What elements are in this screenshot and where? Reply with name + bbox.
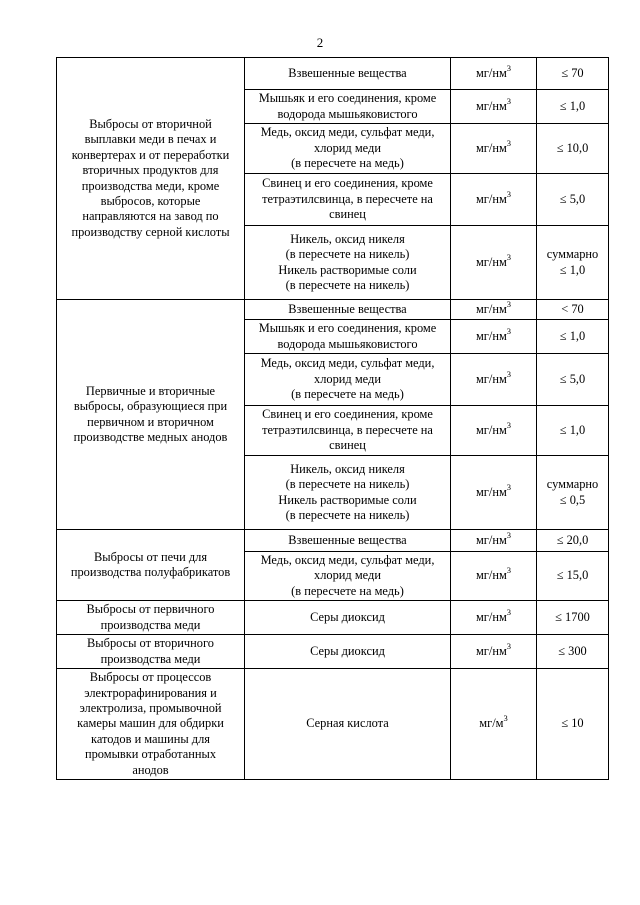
unit-cell	[451, 406, 537, 456]
unit-cell	[451, 58, 537, 90]
unit-exponent: 3	[506, 641, 512, 652]
table-row	[57, 669, 609, 780]
text-line: производства меди, кроме	[81, 178, 220, 193]
text-line: выбросов, которые	[100, 193, 201, 208]
unit-exponent: 3	[506, 368, 512, 379]
unit-base: мг/нм	[475, 568, 507, 583]
text-line: Серы диоксид	[310, 610, 385, 625]
text-line: ≤ 1,0	[559, 262, 586, 277]
unit-exponent: 3	[506, 529, 512, 540]
table-row	[57, 58, 609, 90]
emission-source-cell	[57, 635, 245, 669]
unit-base: мг/нм	[475, 140, 507, 155]
limit-value-cell	[537, 552, 609, 601]
text-line: Свинец и его соединения, кроме	[262, 176, 433, 191]
text-line: хлорид меди	[314, 371, 381, 386]
limit-value-cell	[537, 669, 609, 780]
text-line: Медь, оксид меди, сульфат меди,	[260, 356, 435, 371]
text-line: тетраэтилсвинца, в пересчете на	[262, 191, 433, 206]
table-row	[57, 300, 609, 320]
unit-exponent: 3	[506, 188, 512, 199]
pollutant-cell	[245, 320, 451, 354]
text-line: ≤ 1,0	[559, 422, 586, 437]
text-line: Серная кислота	[306, 716, 389, 731]
unit-cell	[451, 635, 537, 669]
text-line: ≤ 1700	[555, 610, 590, 625]
unit-cell	[451, 456, 537, 530]
unit-cell	[451, 124, 537, 174]
text-line: Взвешенные вещества	[288, 532, 407, 547]
unit-exponent: 3	[506, 325, 512, 336]
text-line: суммарно	[546, 477, 599, 492]
unit-cell	[451, 300, 537, 320]
unit-cell	[451, 174, 537, 226]
table-row	[57, 601, 609, 635]
unit-exponent: 3	[506, 95, 512, 106]
unit-exponent: 3	[506, 607, 512, 618]
unit-base: мг/нм	[475, 422, 507, 437]
text-line: Медь, оксид меди, сульфат меди,	[260, 125, 435, 140]
text-line: (в пересчете на никель)	[285, 507, 410, 522]
pollutant-cell	[245, 90, 451, 124]
text-line: хлорид меди	[314, 140, 381, 155]
limit-value-cell	[537, 300, 609, 320]
text-line: Мышьяк и его соединения, кроме	[258, 321, 437, 336]
unit-exponent: 3	[503, 713, 508, 724]
text-line: Никель растворимые соли	[278, 262, 417, 277]
limit-value-cell	[537, 354, 609, 406]
pollutant-cell	[245, 456, 451, 530]
pollutant-cell	[245, 601, 451, 635]
text-line: конвертерах и от переработки	[71, 147, 230, 162]
text-line: вторичных продуктов для	[82, 163, 219, 178]
text-line: Никель, оксид никеля	[290, 231, 405, 246]
emission-source-cell	[57, 58, 245, 300]
unit-exponent: 3	[506, 481, 512, 492]
unit-base: мг/нм	[475, 644, 507, 659]
unit-cell	[451, 90, 537, 124]
unit-base: мг/нм	[475, 610, 507, 625]
emission-limits-table-body	[57, 58, 609, 780]
text-line: хлорид меди	[314, 568, 381, 583]
text-line: катодов и машины для	[91, 731, 210, 746]
text-line: Первичные и вторичные	[85, 383, 216, 398]
pollutant-cell	[245, 635, 451, 669]
unit-base: мг/м	[479, 716, 504, 731]
unit-cell	[451, 552, 537, 601]
unit-base: мг/нм	[475, 191, 507, 206]
limit-value-cell	[537, 174, 609, 226]
unit-exponent: 3	[506, 137, 512, 148]
text-line: Свинец и его соединения, кроме	[262, 407, 433, 422]
unit-base: мг/нм	[475, 532, 507, 547]
unit-exponent: 3	[506, 251, 512, 262]
text-line: (в пересчете на медь)	[291, 387, 404, 402]
text-line: тетраэтилсвинца, в пересчете на	[262, 422, 433, 437]
text-line: анодов	[132, 762, 169, 777]
unit-base: мг/нм	[475, 328, 507, 343]
text-line: производстве медных анодов	[73, 429, 228, 444]
text-line: ≤ 15,0	[556, 568, 589, 583]
emission-limits-table	[56, 57, 609, 780]
page-number: 2	[316, 35, 324, 50]
text-line: камеры машин для обдирки	[77, 716, 224, 731]
text-line: ≤ 0,5	[559, 492, 586, 507]
text-line: направляются на завод по	[82, 209, 219, 224]
text-line: ≤ 20,0	[556, 532, 589, 547]
pollutant-cell	[245, 124, 451, 174]
text-line: (в пересчете на никель)	[285, 247, 410, 262]
pollutant-cell	[245, 300, 451, 320]
text-line: Мышьяк и его соединения, кроме	[258, 91, 437, 106]
unit-exponent: 3	[506, 419, 512, 430]
limit-value-cell	[537, 90, 609, 124]
limit-value-cell	[537, 456, 609, 530]
text-line: свинец	[329, 438, 366, 453]
text-line: производства полуфабрикатов	[70, 565, 231, 580]
emission-source-cell	[57, 300, 245, 530]
limit-value-cell	[537, 124, 609, 174]
text-line: водорода мышьяковистого	[277, 336, 418, 351]
table-row	[57, 530, 609, 552]
unit-base: мг/нм	[475, 98, 507, 113]
text-line: ≤ 1,0	[559, 328, 586, 343]
pollutant-cell	[245, 354, 451, 406]
unit-exponent: 3	[506, 62, 512, 73]
limit-value-cell	[537, 406, 609, 456]
emission-source-cell	[57, 530, 245, 601]
emission-source-cell	[57, 601, 245, 635]
text-line: Медь, оксид меди, сульфат меди,	[260, 553, 435, 567]
text-line: промывки отработанных	[84, 747, 217, 762]
unit-exponent: 3	[506, 299, 512, 309]
unit-base: мг/нм	[475, 301, 507, 316]
unit-cell	[451, 320, 537, 354]
unit-cell	[451, 601, 537, 635]
unit-cell	[451, 354, 537, 406]
unit-base: мг/нм	[475, 65, 507, 80]
unit-exponent: 3	[506, 565, 512, 576]
text-line: < 70	[561, 301, 584, 316]
text-line: Выбросы от вторичной	[89, 116, 212, 131]
text-line: электрорафинирования и	[84, 685, 217, 700]
pollutant-cell	[245, 226, 451, 300]
text-line: Серы диоксид	[310, 644, 385, 659]
text-line: Никель, оксид никеля	[290, 461, 405, 476]
limit-value-cell	[537, 58, 609, 90]
text-line: ≤ 1,0	[559, 98, 586, 113]
text-line: производства меди	[100, 651, 201, 666]
unit-base: мг/нм	[475, 371, 507, 386]
text-line: ≤ 10,0	[556, 140, 589, 155]
text-line: (в пересчете на медь)	[291, 156, 404, 171]
text-line: производству серной кислоты	[71, 224, 230, 239]
unit-base: мг/нм	[475, 254, 507, 269]
text-line: Взвешенные вещества	[288, 301, 407, 316]
text-line: ≤ 70	[561, 65, 584, 80]
text-line: (в пересчете на никель)	[285, 277, 410, 292]
text-line: свинец	[329, 207, 366, 222]
text-line: суммарно	[546, 247, 599, 262]
unit-cell	[451, 226, 537, 300]
text-line: водорода мышьяковистого	[277, 106, 418, 121]
text-line: Выбросы от первичного	[86, 602, 215, 617]
unit-base: мг/нм	[475, 484, 507, 499]
text-line: Выбросы от процессов	[89, 670, 212, 685]
unit-cell	[451, 530, 537, 552]
text-line: Никель растворимые соли	[278, 492, 417, 507]
pollutant-cell	[245, 530, 451, 552]
text-line: ≤ 10	[561, 716, 584, 731]
limit-value-cell	[537, 635, 609, 669]
limit-value-cell	[537, 530, 609, 552]
emission-source-cell	[57, 669, 245, 780]
unit-cell	[451, 669, 537, 780]
text-line: выбросы, образующиеся при	[73, 399, 228, 414]
text-line: производства меди	[100, 617, 201, 632]
text-line: электролиза, промывочной	[79, 701, 222, 716]
pollutant-cell	[245, 669, 451, 780]
limit-value-cell	[537, 320, 609, 354]
text-line: ≤ 5,0	[559, 371, 586, 386]
limit-value-cell	[537, 601, 609, 635]
text-line: ≤ 5,0	[559, 191, 586, 206]
pollutant-cell	[245, 174, 451, 226]
pollutant-cell	[245, 406, 451, 456]
table-row	[57, 635, 609, 669]
pollutant-cell	[245, 58, 451, 90]
text-line: Выбросы от печи для	[93, 549, 208, 564]
limit-value-cell	[537, 226, 609, 300]
text-line: первичном и вторичном	[87, 414, 214, 429]
text-line: Выбросы от вторичного	[87, 636, 214, 651]
text-line: выплавки меди в печах и	[84, 132, 217, 147]
pollutant-cell	[245, 552, 451, 601]
text-line: (в пересчете на никель)	[285, 477, 410, 492]
text-line: ≤ 300	[558, 644, 587, 659]
text-line: (в пересчете на медь)	[291, 583, 404, 598]
text-line: Взвешенные вещества	[288, 65, 407, 80]
